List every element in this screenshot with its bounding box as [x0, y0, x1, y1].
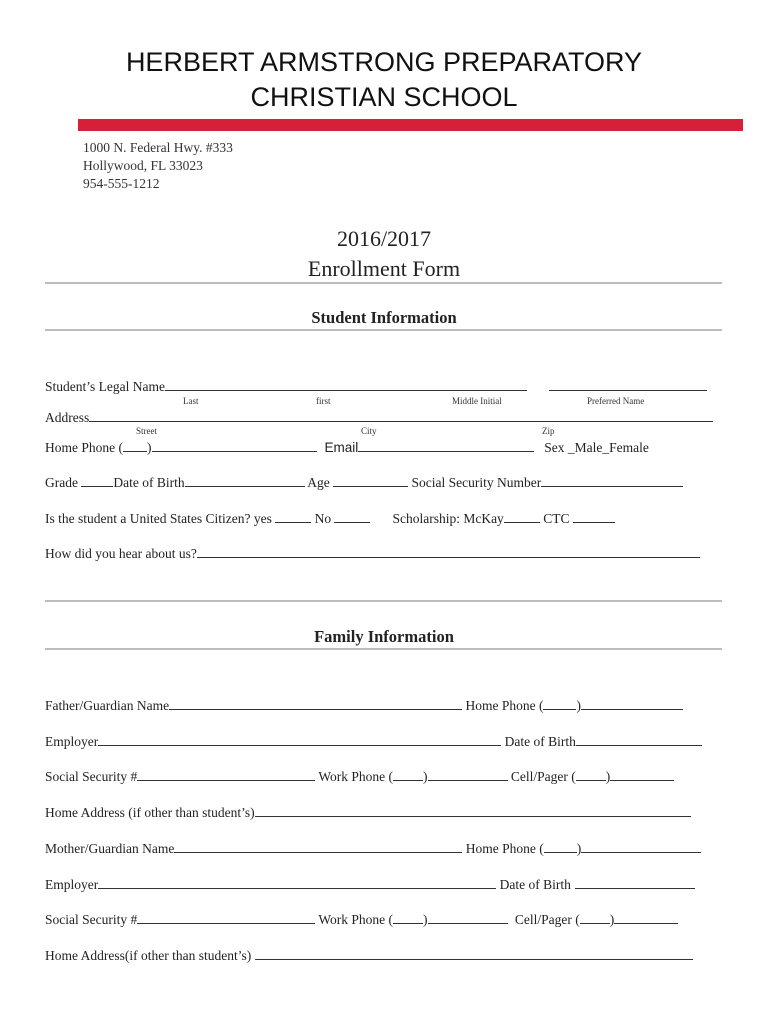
father-cell-label: Cell/Pager (: [507, 769, 576, 784]
mother-ssn-row: [45, 911, 678, 928]
father-ssn-row: [45, 768, 674, 785]
ssn-field[interactable]: [541, 474, 683, 487]
father-name-field[interactable]: [169, 697, 462, 710]
grade-field[interactable]: [81, 474, 113, 487]
home-phone-field[interactable]: [152, 439, 317, 452]
no-label: No: [311, 511, 335, 526]
father-employer-row: [45, 733, 702, 750]
school-address-line2: Hollywood, FL 33023: [83, 158, 203, 173]
close-paren: ): [609, 912, 615, 927]
citizen-label: Is the student a United States Citizen? yes: [45, 511, 276, 526]
father-dob-field[interactable]: [576, 733, 702, 746]
address-field[interactable]: [89, 409, 713, 422]
father-ssn-field[interactable]: [137, 768, 315, 781]
home-phone-label: Home Phone (: [45, 440, 123, 455]
divider: [45, 600, 722, 602]
mother-name-field[interactable]: [174, 840, 462, 853]
family-info-heading: Family Information: [314, 627, 454, 646]
age-label: Age: [304, 475, 334, 490]
father-work-phone-field[interactable]: [428, 768, 508, 781]
mother-home-phone-label: Home Phone (: [462, 841, 544, 856]
dob-label: Date of Birth: [113, 475, 185, 490]
mother-cell-label: Cell/Pager (: [511, 912, 580, 927]
school-phone: 954-555-1212: [83, 176, 160, 191]
sub-middle-initial: Middle Initial: [452, 396, 502, 406]
father-work-area-field[interactable]: [393, 768, 423, 781]
age-field[interactable]: [333, 474, 408, 487]
mother-employer-row: [45, 876, 695, 893]
mother-work-phone-field[interactable]: [428, 911, 508, 924]
father-work-phone-label: Work Phone (: [315, 769, 394, 784]
legal-name-row: [45, 378, 707, 395]
father-cell-field[interactable]: [610, 768, 674, 781]
legal-name-label: Student’s Legal Name: [45, 379, 165, 394]
father-address-row: [45, 804, 691, 821]
mother-cell-field[interactable]: [614, 911, 678, 924]
school-name-line1: HERBERT ARMSTRONG PREPARATORY: [125, 47, 643, 77]
father-address-field[interactable]: [255, 804, 691, 817]
mother-work-area-field[interactable]: [393, 911, 423, 924]
mother-employer-label: Employer: [45, 877, 99, 892]
citizen-yes-field[interactable]: [275, 510, 311, 523]
father-name-row: [45, 697, 683, 714]
father-employer-field[interactable]: [98, 733, 501, 746]
mckay-field[interactable]: [504, 510, 540, 523]
mother-address-label: Home Address(if other than student’s): [45, 948, 255, 963]
ssn-label: Social Security Number: [408, 475, 542, 490]
scholarship-label: Scholarship: McKay: [392, 511, 504, 526]
mother-name-label: Mother/Guardian Name: [45, 841, 175, 856]
grade-row: [45, 474, 683, 491]
father-employer-label: Employer: [45, 734, 99, 749]
address-row: [45, 409, 713, 426]
mother-address-field[interactable]: [255, 947, 693, 960]
sub-first: first: [316, 396, 331, 406]
sub-preferred-name: Preferred Name: [587, 396, 645, 406]
father-dob-label: Date of Birth: [501, 734, 576, 749]
father-cell-area-field[interactable]: [576, 768, 606, 781]
divider: [45, 329, 722, 331]
father-area-code-field[interactable]: [543, 697, 576, 710]
sub-city: City: [361, 426, 377, 436]
area-code-field[interactable]: [123, 439, 147, 452]
mother-name-row: [45, 840, 701, 857]
address-label: Address: [45, 410, 90, 425]
legal-name-field[interactable]: [165, 378, 527, 391]
mother-dob-field[interactable]: [575, 876, 695, 889]
sub-street: Street: [136, 426, 157, 436]
hear-row: [45, 545, 700, 562]
close-paren: ): [605, 769, 611, 784]
citizen-no-field[interactable]: [334, 510, 370, 523]
mother-ssn-field[interactable]: [137, 911, 315, 924]
mother-area-code-field[interactable]: [544, 840, 577, 853]
citizen-row: [45, 510, 615, 527]
student-info-heading: Student Information: [311, 308, 457, 327]
grade-label: Grade: [45, 475, 82, 490]
father-ssn-label: Social Security #: [45, 769, 138, 784]
father-name-label: Father/Guardian Name: [45, 698, 170, 713]
school-address-line1: 1000 N. Federal Hwy. #333: [83, 140, 233, 155]
close-paren: ): [576, 841, 582, 856]
mother-address-row: [45, 947, 693, 964]
email-field[interactable]: [358, 439, 534, 452]
sub-zip: Zip: [542, 426, 555, 436]
mother-cell-area-field[interactable]: [580, 911, 610, 924]
email-label: Email: [324, 440, 359, 455]
ctc-label: CTC: [539, 511, 573, 526]
preferred-name-field[interactable]: [549, 378, 707, 391]
hear-label: How did you hear about us?: [45, 546, 197, 561]
father-home-phone-field[interactable]: [581, 697, 683, 710]
divider: [45, 282, 722, 284]
sex-label: Sex _Male_Female: [544, 440, 649, 455]
dob-field[interactable]: [185, 474, 305, 487]
phone-email-row: [45, 439, 649, 456]
ctc-field[interactable]: [573, 510, 615, 523]
mother-dob-label: Date of Birth: [496, 877, 571, 892]
father-address-label: Home Address (if other than student’s): [45, 805, 255, 820]
header-accent-bar: [78, 119, 743, 131]
form-title: Enrollment Form: [307, 256, 461, 281]
father-home-phone-label: Home Phone (: [462, 698, 544, 713]
sub-last: Last: [183, 396, 199, 406]
close-paren: ): [147, 440, 152, 455]
close-paren: ): [423, 912, 428, 927]
mother-ssn-label: Social Security #: [45, 912, 138, 927]
close-paren: ): [576, 698, 581, 713]
mother-work-phone-label: Work Phone (: [315, 912, 394, 927]
mother-home-phone-field[interactable]: [581, 840, 701, 853]
divider: [45, 648, 722, 650]
close-paren: ): [423, 769, 428, 784]
mother-employer-field[interactable]: [98, 876, 496, 889]
form-year: 2016/2017: [336, 226, 432, 251]
hear-field[interactable]: [197, 545, 700, 558]
school-name-line2: CHRISTIAN SCHOOL: [250, 82, 518, 112]
